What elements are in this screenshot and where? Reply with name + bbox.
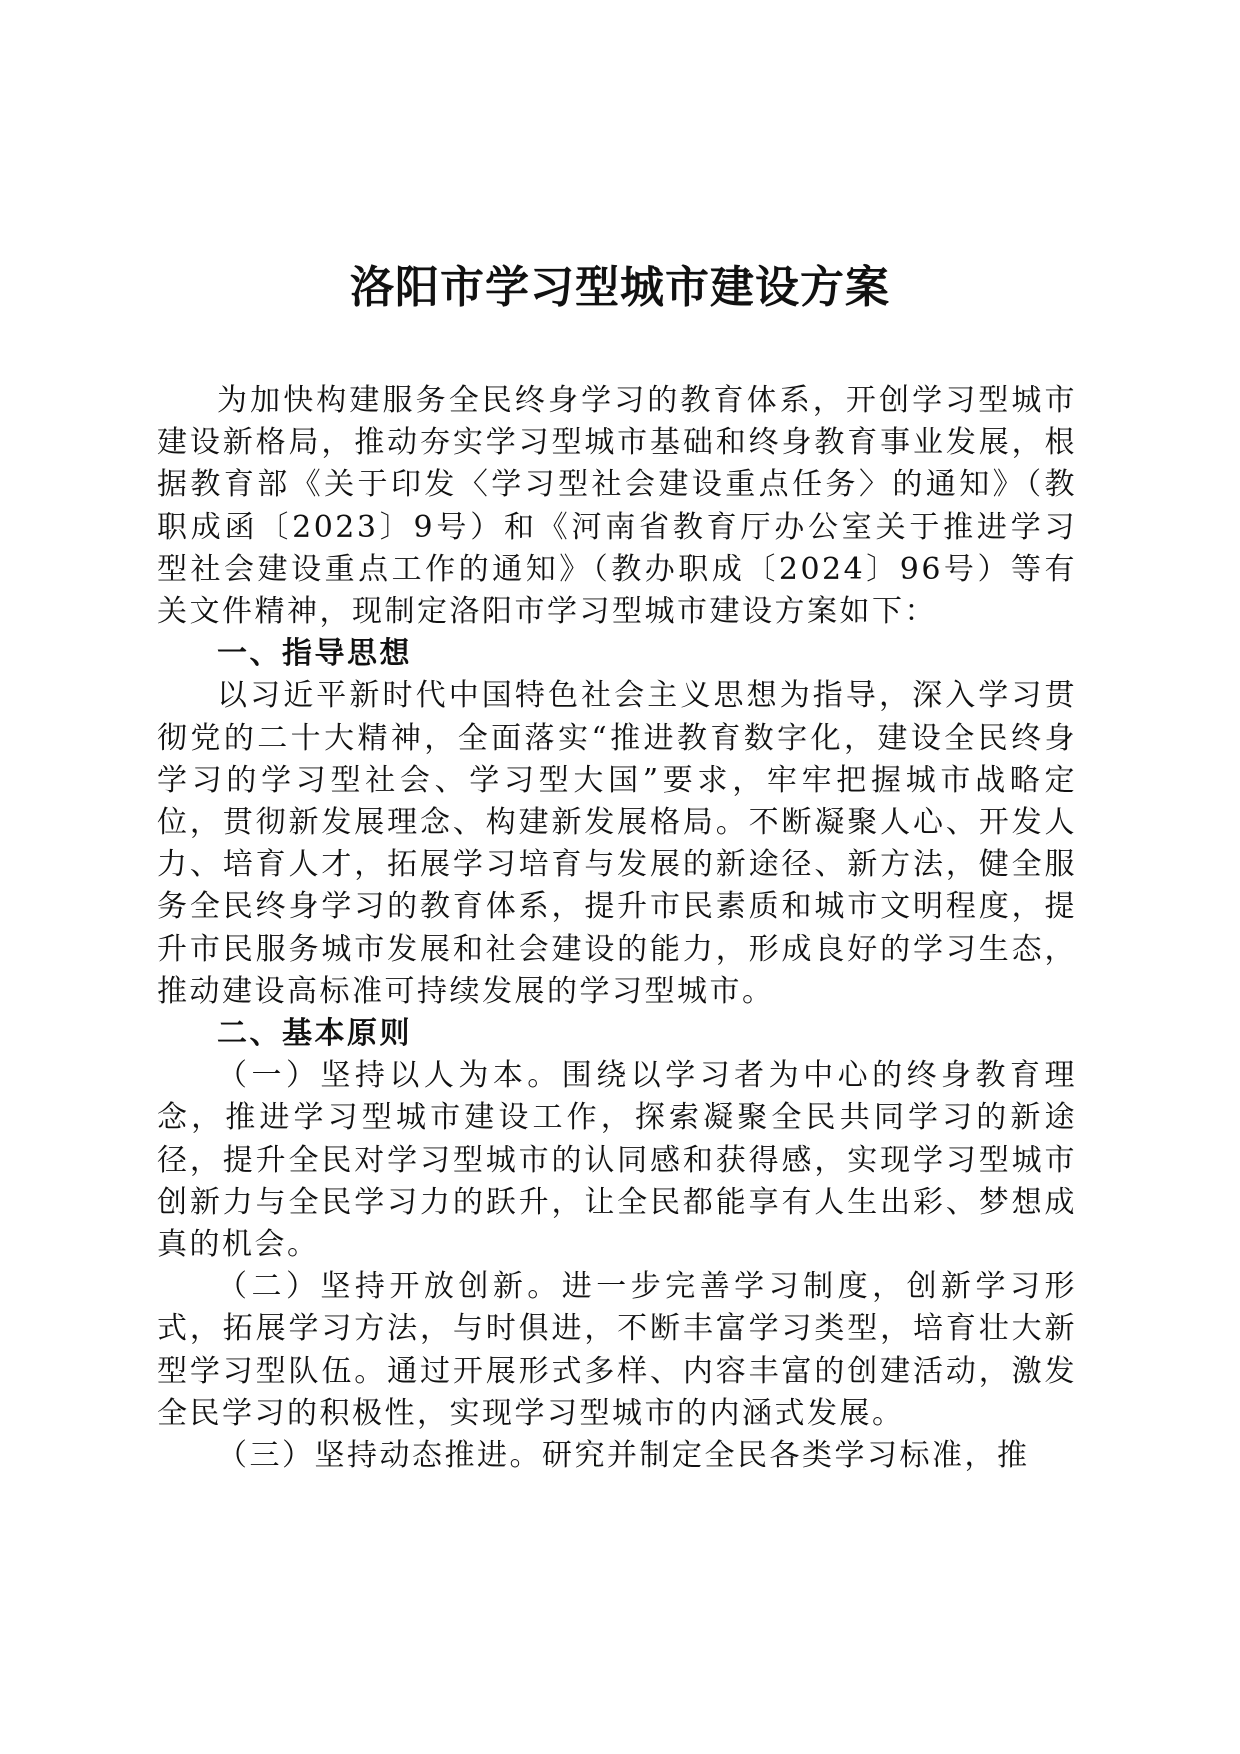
document-title: 洛阳市学习型城市建设方案 bbox=[350, 262, 890, 313]
intro-paragraph: 为加快构建服务全民终身学习的教育体系，开创学习型城市建设新格局，推动夯实学习型城市基础和终身教育事业发展，根据教育部《关于印发〈学习型社会建设重点任务〉的通知》（教职成函〔2023〕9号）和《河南省教育厅办公室关于推进学习型社会建设重点工作的通知》（教办职成〔2024〕96号）等有关文件精神，现制定洛阳市学习型城市建设方案如下： bbox=[157, 383, 1077, 630]
guiding-ideology-paragraph: 以习近平新时代中国特色社会主义思想为指导，深入学习贯彻党的二十大精神，全面落实“推进教育数字化，建设全民终身学习的学习型社会、学习型大国”要求，牢牢把握城市战略定位，贯彻新发展理念、构建新发展格局。不断凝聚人心、开发人力、培育人才，拓展学习培育与发展的新途径、新方法，健全服务全民终身学习的教育体系，提升市民素质和城市文明程度，提升市民服务城市发展和社会建设的能力，形成良好的学习生态，推动建设高标准可持续发展的学习型城市。 bbox=[157, 678, 1077, 1009]
principle-paragraph-openness-innovation: （二）坚持开放创新。进一步完善学习制度，创新学习形式，拓展学习方法，与时俱进，不断丰富学习类型，培育壮大新型学习型队伍。通过开展形式多样、内容丰富的创建活动，激发全民学习的积极性，实现学习型城市的内涵式发展。 bbox=[157, 1269, 1077, 1431]
section-heading-guiding-ideology: 一、指导思想 bbox=[217, 636, 412, 672]
principle-paragraph-dynamic-advancement: （三）坚持动态推进。研究并制定全民各类学习标准，推 bbox=[217, 1438, 1030, 1474]
document-body bbox=[157, 380, 1077, 1477]
section-heading-basic-principles: 二、基本原则 bbox=[217, 1016, 412, 1052]
principle-paragraph-people-oriented: （一）坚持以人为本。围绕以学习者为中心的终身教育理念，推进学习型城市建设工作，探索凝聚全民共同学习的新途径，提升全民对学习型城市的认同感和获得感，实现学习型城市创新力与全民学习力的跃升，让全民都能享有人生出彩、梦想成真的机会。 bbox=[157, 1058, 1077, 1263]
